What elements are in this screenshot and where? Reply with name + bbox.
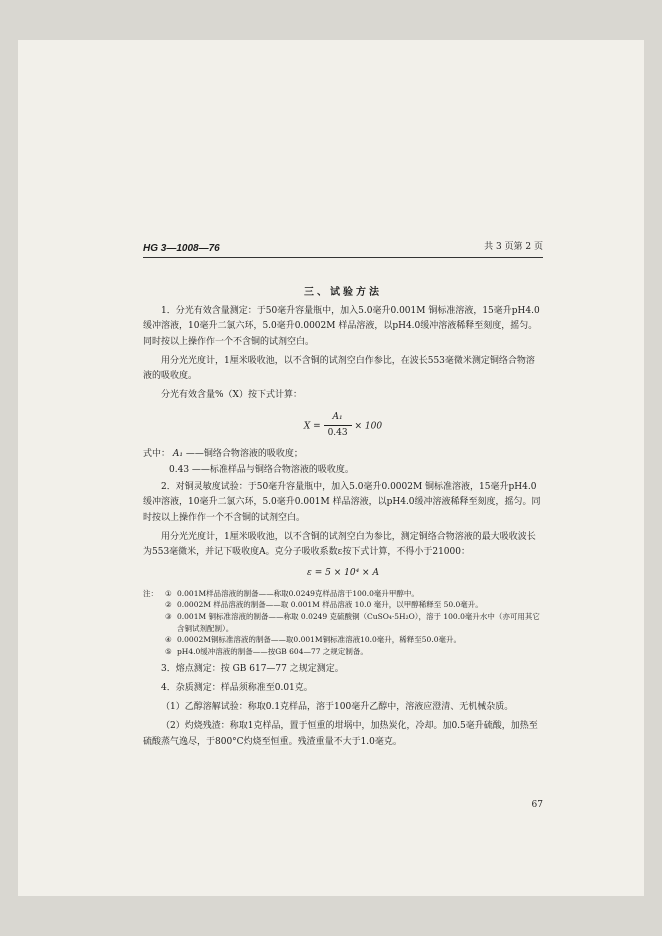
page-count: 共 3 页第 2 页 xyxy=(484,242,543,252)
legend-sym-1: A₁ xyxy=(172,449,183,460)
note-number: ① xyxy=(165,588,172,598)
legend-intro: 式中： xyxy=(143,449,171,460)
note-number: ④ xyxy=(165,635,172,645)
note-number: ③ xyxy=(165,612,172,621)
paragraph-10: （2）灼烧残渣：称取1克样品，置于恒重的坩埚中，加热炭化，冷却。加0.5毫升硫酸，加热至硫酸蒸气逸尽，于800°C灼烧至恒重。残渣重量不大于1.0毫克。 xyxy=(143,721,538,747)
paragraph-8: 4．杂质测定：样品须称准至0.01克。 xyxy=(161,682,313,693)
paragraph-5: 2．对铜灵敏度试验：于50毫升容量瓶中，加入5.0毫升0.0002M 铜标准溶液，15毫升pH4.0缓冲溶液，10毫升二氯六环，5.0毫升0.001M 样品溶液，以pH4.0缓冲溶液稀释至刻度，摇匀。同时按以上操作作一个不含铜的试剂空白。 xyxy=(143,481,541,523)
paragraph-1: 1．分光有效含量测定：于50毫升容量瓶中，加入5.0毫升0.001M 铜标准溶液，15毫升pH4.0缓冲溶液，10毫升二氯六环，5.0毫升0.0002M 样品溶液，以pH4.0缓冲溶液稀释至刻度，摇匀。同时按以上操作作一个不含铜的试剂空白。 xyxy=(143,306,540,347)
paragraph-7: 3．熔点测定：按 GB 617—77 之规定测定。 xyxy=(161,663,344,674)
note-text: 0.0002M 样品溶液的制备——取 0.001M 样品溶液 10.0 毫升，以甲醇稀释至 50.0毫升。 xyxy=(177,600,483,610)
body-text xyxy=(143,304,543,754)
legend-def-1: ——铜络合物溶液的吸收度； xyxy=(185,449,303,460)
note-number: ⑤ xyxy=(165,646,172,656)
notes-label: 注： xyxy=(143,588,158,598)
formula1-lhs: X = xyxy=(303,421,321,432)
formula1-numerator: A₁ xyxy=(324,410,352,426)
formula1-fraction xyxy=(324,410,352,442)
paragraph-2: 用分光光度计，1厘米吸收池，以不含铜的试剂空白作参比，在波长553毫微米测定铜络合物溶液的吸收度。 xyxy=(143,355,535,382)
legend-sym-2: 0.43 xyxy=(169,464,190,475)
formula-legend xyxy=(143,447,543,478)
note-item xyxy=(143,646,543,658)
page-header xyxy=(143,240,543,256)
note-item xyxy=(143,588,543,600)
page-number: 67 xyxy=(531,800,543,810)
note-text: 0.001M 铜标准溶液的制备——称取 0.0249 克硫酸铜（CuSO₄·5H₂O），溶于 100.0毫升水中（亦可用其它含铜试剂配制）。 xyxy=(177,612,540,633)
header-rule xyxy=(143,257,543,258)
legend-def-2: ——标准样品与铜络合物溶液的吸收度。 xyxy=(191,464,354,475)
notes-block xyxy=(143,588,543,658)
note-item xyxy=(143,634,543,646)
section-title: 三、试验方法 xyxy=(304,287,382,298)
formula1-denominator: 0.43 xyxy=(327,428,348,439)
paragraph-6: 用分光光度计，1厘米吸收池，以不含铜的试剂空白为参比，测定铜络合物溶液的最大吸收波长为553毫微米，并记下吸收度A。克分子吸收系数ε按下式计算，不得小于21000： xyxy=(143,531,536,558)
note-item xyxy=(143,599,543,611)
note-text: pH4.0缓冲溶液的制备——按GB 604—77 之规定制备。 xyxy=(177,646,368,656)
note-number: ② xyxy=(165,600,172,610)
paragraph-3: 分光有效含量%（X）按下式计算： xyxy=(161,390,302,401)
note-text: 0.0002M铜标准溶液的制备——取0.001M铜标准溶液10.0毫升，稀释至50.0毫升。 xyxy=(177,635,461,645)
standard-code: HG 3—1008—76 xyxy=(143,243,220,254)
paragraph-9: （1）乙醇溶解试验：称取0.1克样品，溶于100毫升乙醇中，溶液应澄清、无机械杂质。 xyxy=(161,702,514,713)
formula-effective-content xyxy=(143,410,543,442)
scanned-page xyxy=(18,40,644,896)
note-text: 0.001M样品溶液的制备——称取0.0249克样品溶于100.0毫升甲醇中。 xyxy=(177,588,419,598)
formula-molar-absorptivity: ε = 5 × 10⁴ × A xyxy=(307,568,379,579)
note-item xyxy=(143,611,543,634)
formula1-rhs: × 100 xyxy=(354,421,383,432)
